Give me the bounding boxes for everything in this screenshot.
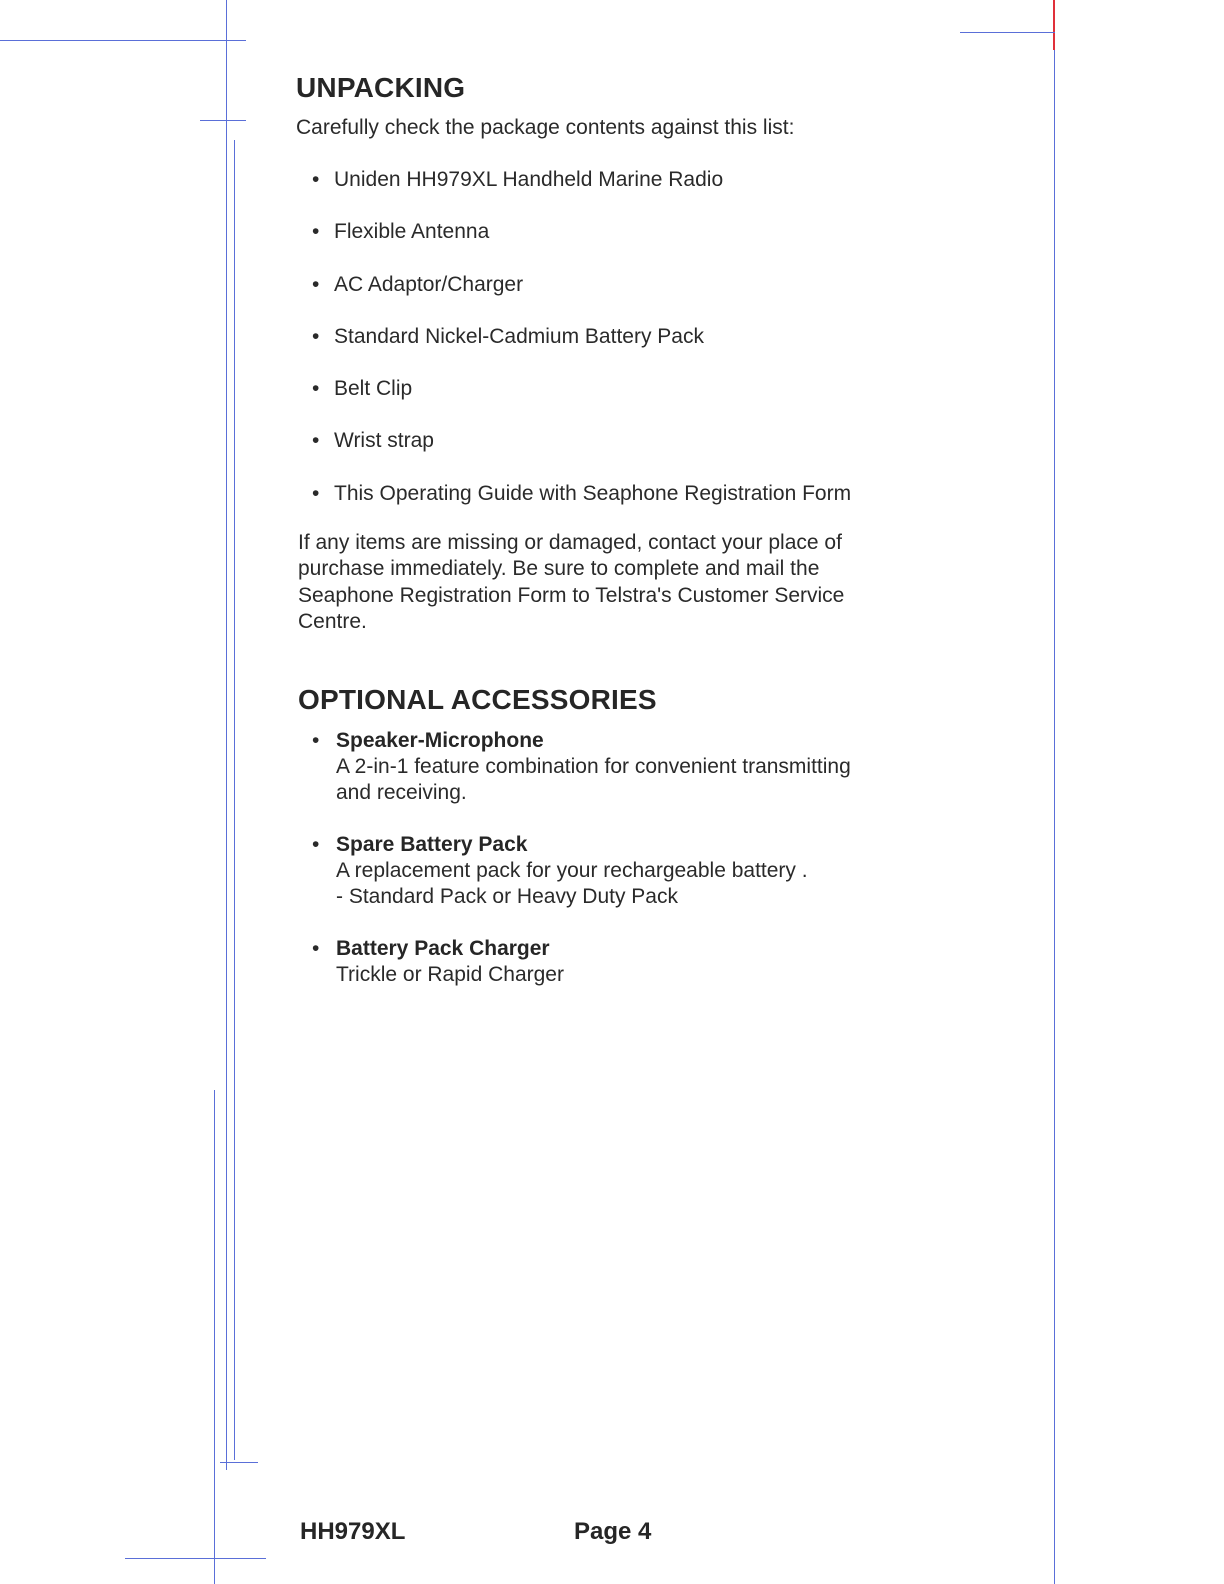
accessory-name: Spare Battery Pack bbox=[336, 833, 528, 856]
bullet: • bbox=[312, 481, 320, 505]
bullet: • bbox=[312, 377, 320, 401]
unpacking-heading: UNPACKING bbox=[296, 72, 466, 103]
accessory-description: and receiving. bbox=[336, 781, 467, 805]
accessory-item bbox=[298, 832, 808, 911]
accessory-item bbox=[298, 728, 851, 807]
list-item: • Wrist strap bbox=[312, 429, 434, 453]
bullet: • bbox=[312, 937, 320, 960]
accessory-description: - Standard Pack or Heavy Duty Pack bbox=[336, 885, 678, 909]
accessories-heading: OPTIONAL ACCESSORIES bbox=[298, 684, 657, 715]
list-item: • Belt Clip bbox=[312, 377, 413, 401]
unpacking-intro: Carefully check the package contents against this list: bbox=[296, 116, 795, 139]
accessory-name: Speaker-Microphone bbox=[336, 729, 544, 752]
accessory-description: A 2-in-1 feature combination for convenient transmitting bbox=[336, 755, 851, 779]
list-item: • Standard Nickel-Cadmium Battery Pack bbox=[312, 324, 704, 348]
list-item: • This Operating Guide with Seaphone Registration Form bbox=[312, 481, 852, 505]
accessory-description: Trickle or Rapid Charger bbox=[336, 963, 564, 987]
footer-model: HH979XL bbox=[300, 1518, 406, 1545]
accessory-description: A replacement pack for your rechargeable battery . bbox=[336, 859, 808, 883]
bullet: • bbox=[312, 168, 320, 191]
bullet: • bbox=[312, 324, 320, 348]
package-contents-list bbox=[298, 168, 851, 534]
list-item: • Flexible Antenna bbox=[312, 220, 490, 244]
bullet: • bbox=[312, 272, 320, 296]
bullet: • bbox=[312, 729, 320, 752]
bullet: • bbox=[312, 220, 320, 244]
bullet: • bbox=[312, 429, 320, 453]
footer-page-number: Page 4 bbox=[574, 1518, 652, 1545]
list-item: • AC Adaptor/Charger bbox=[312, 272, 524, 296]
list-item: • Uniden HH979XL Handheld Marine Radio bbox=[312, 168, 724, 191]
accessory-item bbox=[298, 936, 564, 988]
bullet: • bbox=[312, 833, 320, 856]
accessory-name: Battery Pack Charger bbox=[336, 937, 550, 960]
missing-items-note: If any items are missing or damaged, contact your place of purchase immediately. Be sure to complete and mail the Seaphone Registration Form to Telstra's Customer Service Centre. bbox=[298, 531, 845, 633]
